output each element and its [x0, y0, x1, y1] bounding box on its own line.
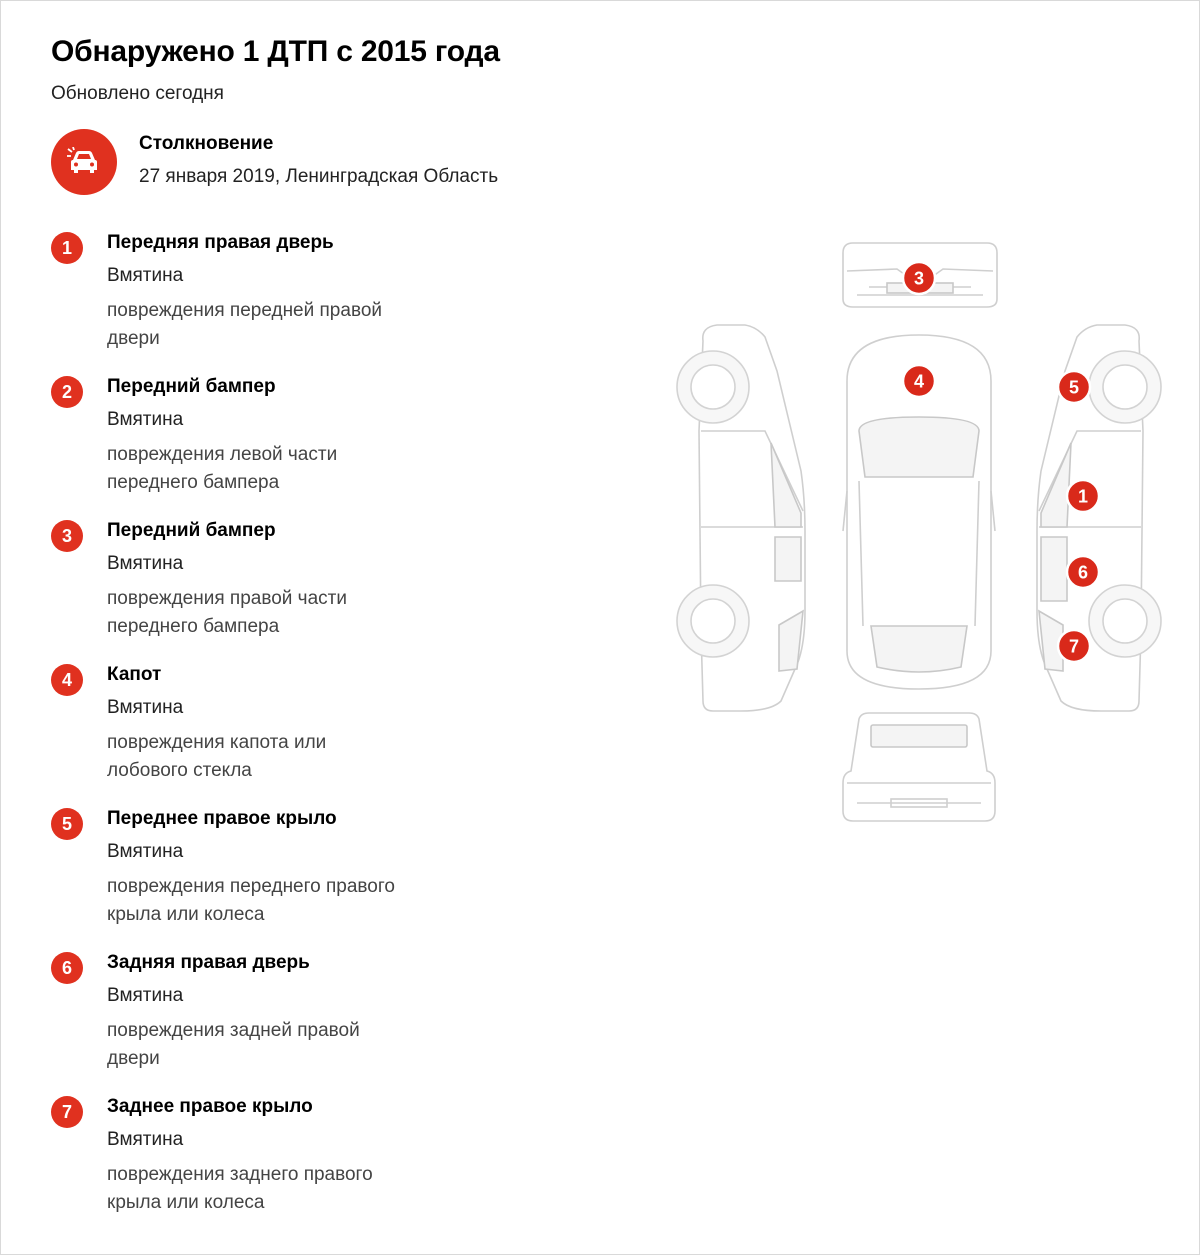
damage-title: Переднее правое крыло [107, 808, 337, 829]
damage-item [51, 805, 551, 949]
damage-kind: Вмятина [107, 553, 184, 574]
damage-list [51, 229, 551, 1237]
accident-date-location: 27 января 2019, Ленинградская Область [139, 166, 499, 187]
damage-title: Капот [107, 664, 162, 685]
damage-description: повреждения капота или лобового стекла [107, 732, 327, 781]
diagram-marker-label: 5 [1068, 377, 1080, 398]
damage-number-badge: 6 [51, 952, 83, 984]
damage-number-badge: 2 [51, 376, 83, 408]
diagram-marker-label: 6 [1077, 562, 1089, 583]
damage-number-badge: 1 [51, 232, 83, 264]
page-title: Обнаружено 1 ДТП с 2015 года [51, 35, 500, 68]
damage-description: повреждения переднего правого крыла или колеса [107, 876, 395, 925]
diagram-marker [1058, 630, 1090, 662]
diagram-marker [903, 262, 935, 294]
diagram-marker [1067, 480, 1099, 512]
accident-type: Столкновение [139, 133, 274, 154]
diagram-marker-label: 3 [913, 268, 925, 289]
diagram-marker-label: 4 [913, 371, 925, 392]
car-right-side-view [1037, 325, 1161, 711]
damage-title: Передний бампер [107, 376, 276, 397]
updated-label: Обновлено сегодня [51, 83, 224, 104]
damage-kind: Вмятина [107, 841, 184, 862]
car-rear-view [843, 713, 995, 821]
damage-description: повреждения левой части переднего бампера [107, 444, 338, 493]
damage-item [51, 949, 551, 1093]
diagram-marker [1067, 556, 1099, 588]
damage-title: Передний бампер [107, 520, 276, 541]
damage-item [51, 1093, 551, 1237]
damage-description: повреждения передней правой двери [107, 300, 382, 349]
damage-item [51, 373, 551, 517]
damage-number-badge: 5 [51, 808, 83, 840]
damage-number-badge: 4 [51, 664, 83, 696]
damage-description: повреждения задней правой двери [107, 1020, 360, 1069]
damage-item [51, 229, 551, 373]
damage-kind: Вмятина [107, 697, 184, 718]
damage-item [51, 517, 551, 661]
damage-title: Заднее правое крыло [107, 1096, 313, 1117]
damage-kind: Вмятина [107, 409, 184, 430]
diagram-marker-label: 1 [1077, 486, 1089, 507]
damage-description: повреждения правой части переднего бампера [107, 588, 347, 637]
diagram-marker-label: 7 [1068, 636, 1080, 657]
damage-description: повреждения заднего правого крыла или колеса [107, 1164, 373, 1213]
car-left-side-view [677, 325, 805, 711]
damage-kind: Вмятина [107, 265, 184, 286]
damage-kind: Вмятина [107, 985, 184, 1006]
damage-title: Передняя правая дверь [107, 232, 334, 253]
damage-item [51, 661, 551, 805]
damage-kind: Вмятина [107, 1129, 184, 1150]
diagram-marker [1058, 371, 1090, 403]
damage-title: Задняя правая дверь [107, 952, 310, 973]
damage-number-badge: 7 [51, 1096, 83, 1128]
diagram-marker [903, 365, 935, 397]
damage-number-badge: 3 [51, 520, 83, 552]
car-damage-diagram [661, 231, 1181, 831]
car-crash-icon [51, 129, 117, 195]
